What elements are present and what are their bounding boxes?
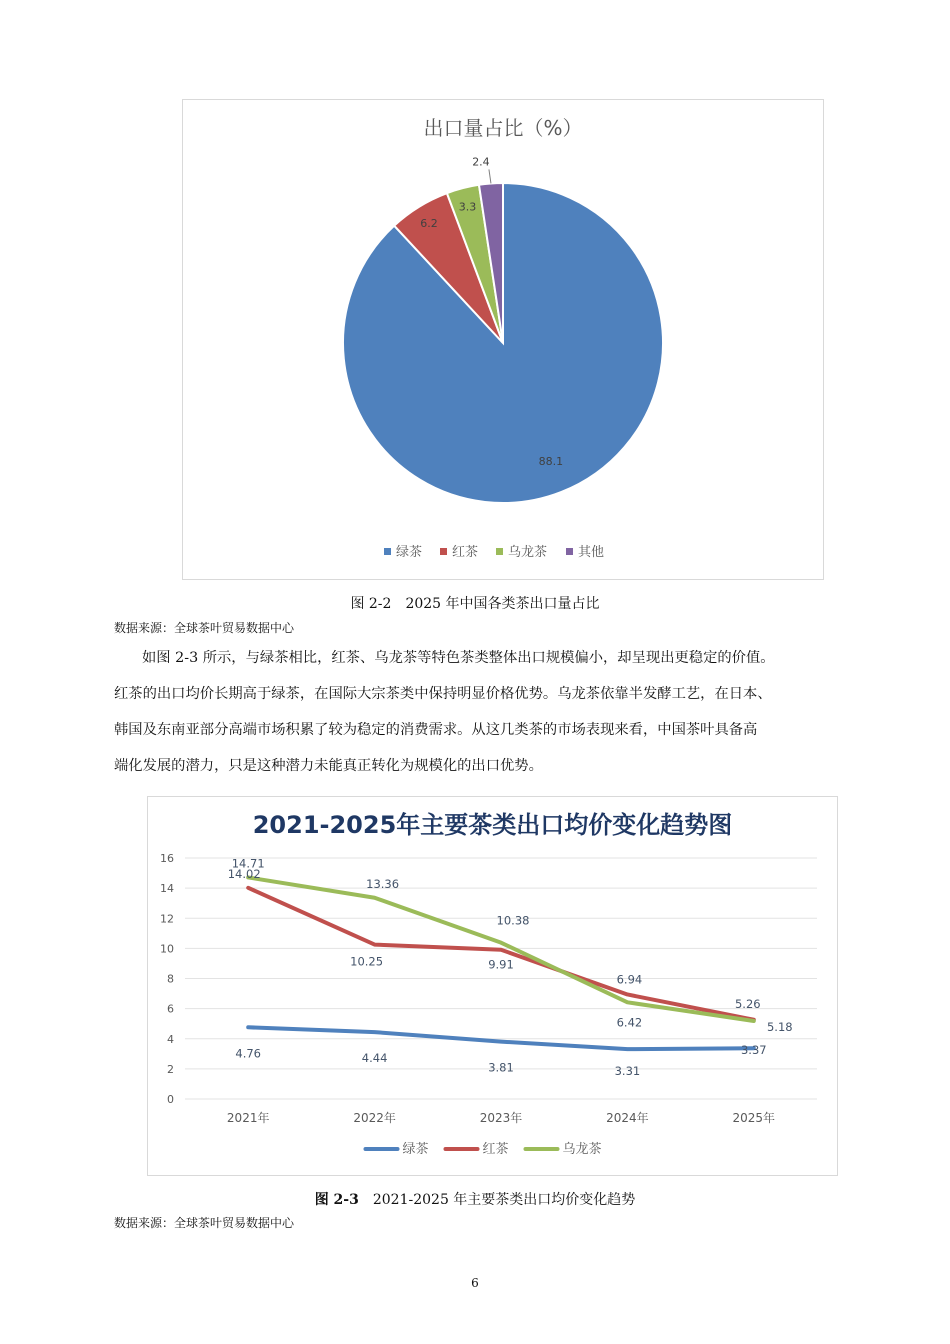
x-tick-label: 2024年 [606,1111,649,1125]
figure-2-2-caption: 图 2-2 2025 年中国各类茶出口量占比 [350,596,600,612]
pie-legend-label: 其他 [578,545,605,560]
y-tick-label: 14 [160,882,174,896]
y-tick-label: 2 [167,1062,174,1076]
line-chart [148,797,837,1175]
pie-legend-label: 红茶 [452,545,479,560]
y-tick-label: 4 [167,1032,174,1046]
y-tick-label: 12 [160,912,174,926]
line-legend-label: 红茶 [482,1142,509,1157]
y-tick-label: 0 [167,1093,174,1106]
line-data-label: 14.02 [227,866,261,881]
x-tick-label: 2022年 [353,1111,396,1125]
pie-chart-frame [182,99,824,580]
line-data-label: 5.18 [766,1019,793,1034]
line-legend-label: 绿茶 [402,1142,429,1157]
line-data-label: 3.81 [488,1060,514,1075]
y-tick-label: 6 [167,1002,174,1016]
figure-2-3-source: 数据来源：全球茶叶贸易数据中心 [114,1216,295,1230]
page-number: 6 [471,1276,479,1290]
paragraph-line: 红茶的出口均价长期高于绿茶，在国际大宗茶类中保持明显价格优势。乌龙茶依靠半发酵工艺，在日本、 [114,686,772,702]
pie-data-label: 2.4 [472,155,490,169]
line-data-label: 9.91 [488,957,514,972]
line-data-label: 14.71 [231,856,265,871]
figure-2-3-caption-label: 图 2-3 [314,1192,359,1208]
series-line-1 [248,888,754,1020]
pie-leader-line [489,169,491,183]
line-data-label: 10.25 [350,954,384,969]
pie-data-label: 3.3 [458,200,477,214]
line-chart-frame [147,796,838,1176]
paragraph-line: 端化发展的潜力，只是这种潜力未能真正转化为规模化的出口优势。 [114,758,543,774]
figure-2-3-caption-text: 2021-2025 年主要茶类出口均价变化趋势 [358,1192,636,1208]
line-data-label: 6.42 [616,1015,643,1030]
figure-2-3-caption [0,1189,950,1209]
paragraph-line: 如图 2-3 所示，与绿茶相比，红茶、乌龙茶等特色茶类整体出口规模偏小，却呈现出更稳定的价值。 [142,650,775,666]
figure-2-2-source: 数据来源：全球茶叶贸易数据中心 [114,621,295,635]
pie-legend-label: 绿茶 [396,545,423,560]
pie-chart [183,100,823,579]
pie-legend-label: 乌龙茶 [508,545,548,560]
series-line-0 [248,1027,754,1049]
line-data-label: 5.26 [734,996,761,1011]
pie-legend-swatch [496,548,503,555]
line-data-label: 3.31 [614,1064,641,1079]
line-legend-label: 乌龙茶 [562,1142,602,1157]
y-tick-label: 16 [160,852,174,865]
x-tick-label: 2021年 [226,1111,270,1125]
pie-legend-swatch [384,548,391,555]
line-data-label: 13.36 [366,876,400,891]
pie-data-label: 88.1 [538,455,564,469]
line-data-label: 6.94 [616,972,643,987]
paragraph-line: 韩国及东南亚部分高端市场积累了较为稳定的消费需求。从这几类茶的市场表现来看，中国茶叶具备高 [114,722,758,738]
pie-legend-swatch [566,548,573,555]
y-tick-label: 10 [160,942,174,956]
x-tick-label: 2023年 [479,1111,523,1125]
line-data-label: 10.38 [496,913,530,928]
x-tick-label: 2025年 [732,1111,776,1125]
pie-chart-title: 出口量占比（%） [423,116,583,140]
line-data-label: 4.76 [235,1046,262,1061]
line-chart-title: 2021-2025年主要茶类出口均价变化趋势图 [252,811,733,839]
line-data-label: 3.37 [740,1043,767,1058]
body-paragraph [114,640,860,784]
pie-data-label: 6.2 [420,217,438,231]
pie-legend-swatch [440,548,447,555]
y-tick-label: 8 [167,972,174,986]
line-data-label: 4.44 [361,1051,388,1066]
